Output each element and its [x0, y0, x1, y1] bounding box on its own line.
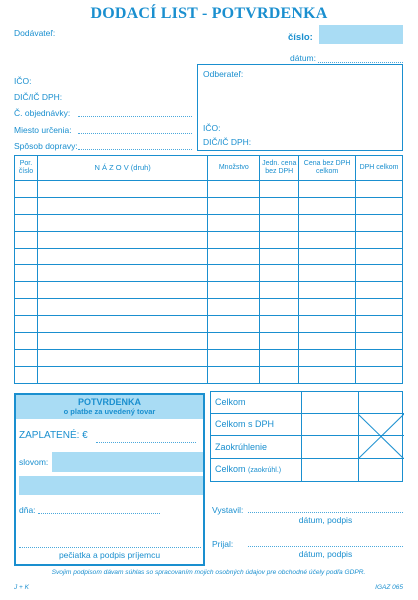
total-rounded-row [211, 459, 404, 481]
table-cell[interactable] [208, 197, 260, 214]
receipt-box [14, 393, 205, 566]
crossed-cell-icon [358, 414, 404, 459]
table-row [15, 265, 403, 282]
table-cell[interactable] [356, 265, 403, 282]
transport-field[interactable] [78, 149, 192, 150]
table-cell[interactable] [15, 316, 38, 333]
table-row [15, 248, 403, 265]
table-row [15, 214, 403, 231]
total-rounded-suffix: (zaokrúhl.) [248, 467, 282, 474]
table-cell[interactable] [15, 265, 38, 282]
table-row [15, 282, 403, 299]
document-title: DODACÍ LIST - POTVRDENKA [90, 5, 328, 22]
issued-caption: dátum, podpis [298, 515, 353, 525]
table-cell[interactable] [37, 299, 207, 316]
table-cell[interactable] [208, 214, 260, 231]
table-cell[interactable] [299, 214, 356, 231]
table-cell[interactable] [37, 248, 207, 265]
date-field[interactable] [318, 62, 403, 63]
table-row [15, 366, 403, 383]
customer-ico-label: IČO: [203, 123, 221, 133]
table-cell[interactable] [37, 316, 207, 333]
table-row [15, 197, 403, 214]
table-cell[interactable] [356, 349, 403, 366]
table-cell[interactable] [356, 197, 403, 214]
items-table [14, 155, 403, 384]
table-cell[interactable] [37, 181, 207, 198]
table-cell[interactable] [356, 299, 403, 316]
table-cell[interactable] [356, 366, 403, 383]
table-cell[interactable] [260, 299, 299, 316]
table-cell[interactable] [208, 231, 260, 248]
table-row [15, 231, 403, 248]
table-cell[interactable] [299, 316, 356, 333]
table-cell[interactable] [356, 282, 403, 299]
table-cell[interactable] [260, 349, 299, 366]
order-number-field[interactable] [78, 116, 192, 117]
table-cell[interactable] [15, 231, 38, 248]
header-unit-price: Jedn. cena bez DPH [260, 156, 299, 181]
words-label: slovom: [19, 457, 49, 467]
table-cell[interactable] [15, 366, 38, 383]
table-cell[interactable] [37, 231, 207, 248]
table-cell[interactable] [299, 248, 356, 265]
table-cell[interactable] [260, 231, 299, 248]
table-cell[interactable] [356, 248, 403, 265]
totals-box [210, 391, 403, 482]
stamp-label: pečiatka a podpis príjemcu [58, 550, 161, 560]
table-cell[interactable] [356, 316, 403, 333]
table-row [15, 316, 403, 333]
received-caption: dátum, podpis [298, 549, 353, 559]
table-cell[interactable] [260, 214, 299, 231]
total-rounded-label-text: Celkom [215, 464, 246, 474]
total-row [211, 392, 404, 414]
table-cell[interactable] [356, 181, 403, 198]
stamp-line [19, 547, 201, 548]
table-cell[interactable] [37, 282, 207, 299]
total-rounded-label [215, 464, 281, 474]
table-cell[interactable] [260, 316, 299, 333]
date-label: dátum: [290, 53, 316, 63]
issued-signature-line[interactable] [248, 512, 403, 513]
table-cell[interactable] [260, 366, 299, 383]
table-cell[interactable] [299, 333, 356, 350]
issued-label: Vystavil: [212, 505, 244, 515]
received-signature-line[interactable] [248, 546, 403, 547]
receipt-title: POTVRDENKA [77, 397, 141, 407]
table-cell[interactable] [356, 214, 403, 231]
table-cell[interactable] [15, 214, 38, 231]
paid-amount-field[interactable] [96, 442, 196, 443]
footer-right-code: IGAZ 065 [375, 584, 403, 591]
table-cell[interactable] [15, 248, 38, 265]
ico-label: IČO: [14, 76, 32, 86]
transport-label: Spôsob dopravy: [14, 141, 78, 151]
table-row [15, 349, 403, 366]
table-cell[interactable] [260, 282, 299, 299]
on-date-label: dňa: [19, 505, 36, 515]
destination-label: Miesto určenia: [14, 125, 72, 135]
table-cell[interactable] [299, 181, 356, 198]
table-cell[interactable] [15, 333, 38, 350]
table-cell[interactable] [37, 333, 207, 350]
table-cell[interactable] [299, 282, 356, 299]
table-cell[interactable] [15, 282, 38, 299]
header-quantity: Množstvo [208, 156, 260, 181]
total-label: Celkom [215, 397, 246, 407]
header-vat-total: DPH celkom [356, 156, 403, 181]
table-cell[interactable] [299, 231, 356, 248]
total-vat-label: Celkom s DPH [215, 419, 275, 429]
table-cell[interactable] [37, 214, 207, 231]
header-name: N Á Z O V (druh) [37, 156, 207, 181]
table-cell[interactable] [208, 366, 260, 383]
receipt-subtitle: o platbe za uvedený tovar [63, 407, 156, 416]
table-cell[interactable] [260, 197, 299, 214]
table-cell[interactable] [299, 366, 356, 383]
table-cell[interactable] [299, 265, 356, 282]
table-cell[interactable] [299, 349, 356, 366]
gdpr-consent-text: Svojim podpisom dávam súhlas so spracovaním mojich osobných údajov pre obchodné účely podľa GDPR. [51, 569, 366, 576]
totals-divider-1 [301, 392, 302, 481]
customer-box [197, 64, 403, 151]
table-header-row [15, 156, 403, 181]
table-cell[interactable] [208, 333, 260, 350]
table-cell[interactable] [208, 248, 260, 265]
table-cell[interactable] [37, 197, 207, 214]
table-cell[interactable] [37, 349, 207, 366]
header-price-total: Cena bez DPH celkom [299, 156, 356, 181]
table-cell[interactable] [15, 299, 38, 316]
table-cell[interactable] [299, 197, 356, 214]
table-cell[interactable] [15, 181, 38, 198]
number-field[interactable] [319, 25, 403, 44]
table-cell[interactable] [356, 333, 403, 350]
table-cell[interactable] [208, 299, 260, 316]
dic-label: DIČ/IČ DPH: [14, 92, 63, 102]
on-date-field[interactable] [38, 513, 160, 514]
footer-left-code: J + K [14, 584, 29, 591]
supplier-label: Dodávateľ: [14, 28, 56, 38]
words-field[interactable] [52, 452, 203, 472]
table-cell[interactable] [208, 282, 260, 299]
table-row [15, 299, 403, 316]
header-position: Por. číslo [15, 156, 38, 181]
receipt-header [16, 395, 203, 419]
items-body [15, 181, 403, 384]
table-cell[interactable] [260, 265, 299, 282]
order-number-label: Č. objednávky: [14, 108, 71, 118]
destination-field[interactable] [78, 133, 192, 134]
table-cell[interactable] [299, 299, 356, 316]
paid-label: ZAPLATENÉ: € [19, 430, 88, 441]
table-cell[interactable] [15, 349, 38, 366]
table-row [15, 181, 403, 198]
table-cell[interactable] [260, 248, 299, 265]
words-field-2[interactable] [19, 476, 203, 495]
table-cell[interactable] [208, 265, 260, 282]
table-cell[interactable] [260, 333, 299, 350]
table-cell[interactable] [356, 231, 403, 248]
table-cell[interactable] [15, 197, 38, 214]
table-cell[interactable] [208, 316, 260, 333]
table-row [15, 333, 403, 350]
number-label: číslo: [288, 32, 313, 43]
table-cell[interactable] [208, 181, 260, 198]
table-cell[interactable] [37, 366, 207, 383]
table-cell[interactable] [208, 349, 260, 366]
customer-label: Odberateľ: [203, 69, 244, 79]
table-cell[interactable] [260, 181, 299, 198]
received-label: Prijal: [212, 539, 234, 549]
table-cell[interactable] [37, 265, 207, 282]
rounding-label: Zaokrúhlenie [215, 442, 268, 452]
customer-dic-label: DIČ/IČ DPH: [203, 137, 252, 147]
